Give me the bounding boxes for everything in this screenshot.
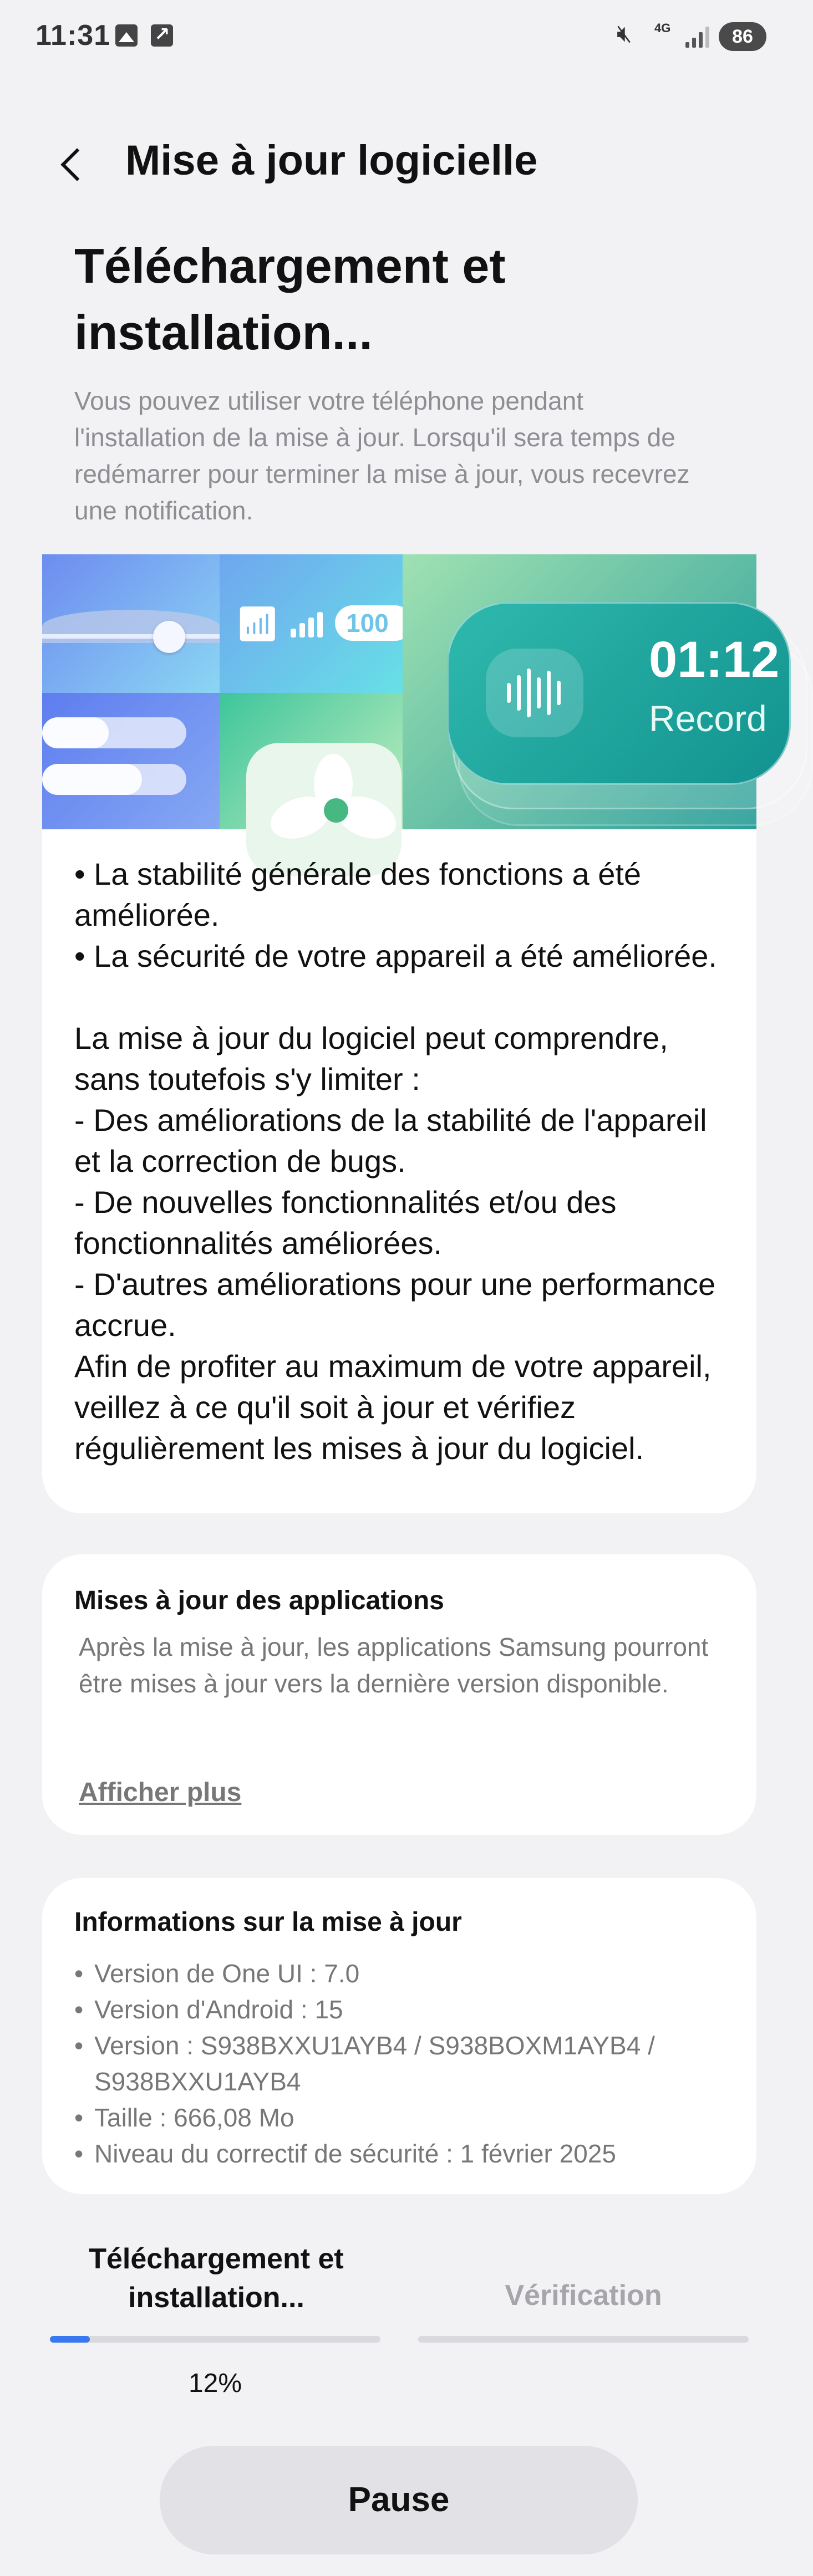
- download-progress-fill: [50, 2336, 90, 2343]
- progress-percent: 12%: [188, 2369, 242, 2398]
- voice-recorder-icon: [486, 649, 583, 737]
- release-notes-card: [42, 554, 780, 1513]
- status-bar: [0, 0, 799, 78]
- app-updates-title: Mises à jour des applications: [74, 1586, 444, 1615]
- info-android-version: • Version d'Android : 15: [74, 1992, 740, 2028]
- back-button[interactable]: [53, 137, 93, 188]
- battery-icon: 86: [719, 22, 766, 51]
- app-updates-card: [42, 1554, 756, 1835]
- record-time: 01:12: [649, 631, 780, 688]
- download-progress-bar: [50, 2336, 380, 2343]
- update-status-description: Vous pouvez utiliser votre téléphone pendant l'installation de la mise à jour. Lorsqu'il sera temps de redémarrer pour terminer la mise à jour, vous recevrez une notification.: [74, 386, 690, 525]
- show-more-link[interactable]: Afficher plus: [79, 1778, 242, 1807]
- step-download-label: Téléchargement et installation...: [89, 2243, 344, 2314]
- image-icon: [115, 24, 138, 47]
- banner-tile-slider: [42, 554, 220, 693]
- banner-tile-status: [220, 554, 403, 693]
- release-notes-text: • La stabilité générale des fonctions a été améliorée. • La sécurité de votre appareil a été améliorée. La mise à jour du logiciel peut comprendre, sans toutefois s'y limiter : - Des améliorations de la stabilité de l'appareil et la correction de bugs. - De nouvelles fonctionnalités et/ou des fonctionnalités améliorées. - D'autres améliorations pour une performance accrue. Afin de profiter au maximum de votre appareil, veillez à ce qu'il soit à jour et vérifiez régulièrement les mises à jour du logiciel.: [74, 856, 717, 1466]
- signal-icon: [291, 611, 324, 637]
- banner-tile-toggles: [42, 693, 220, 829]
- update-status-title: Téléchargement et installation...: [74, 238, 506, 360]
- network-4g-icon: 4G: [654, 21, 671, 35]
- wifi-icon: 📶︎: [236, 605, 279, 642]
- battery-badge: 100: [335, 605, 413, 641]
- update-info-title: Informations sur la mise à jour: [74, 1907, 462, 1937]
- update-info-list: [74, 1956, 740, 2172]
- update-info-card: [42, 1878, 756, 2194]
- info-security-patch: • Niveau du correctif de sécurité : 1 février 2025: [74, 2136, 740, 2172]
- banner-tile-fan: [220, 693, 403, 829]
- one-ui-banner-illustration: [42, 554, 780, 829]
- app-updates-body: Après la mise à jour, les applications Samsung pourront être mises à jour vers la dernière version disponible.: [79, 1633, 709, 1698]
- info-build-version: • Version : S938BXXU1AYB4 / S938BOXM1AYB4 / S938BXXU1AYB4: [74, 2028, 740, 2100]
- banner-tile-recorder: [403, 554, 780, 829]
- record-label: Record: [649, 698, 767, 739]
- info-size: • Taille : 666,08 Mo: [74, 2100, 740, 2136]
- status-time: 11:31: [35, 19, 111, 52]
- step-verification-label: Vérification: [505, 2279, 662, 2312]
- signal-icon: [685, 25, 710, 48]
- mute-icon: 🔇︎: [617, 20, 632, 47]
- upload-icon: [151, 24, 173, 47]
- pause-button[interactable]: Pause: [160, 2446, 638, 2554]
- info-oneui-version: • Version de One UI : 7.0: [74, 1956, 740, 1992]
- page-title: Mise à jour logicielle: [125, 137, 538, 184]
- verification-progress-bar: [418, 2336, 749, 2343]
